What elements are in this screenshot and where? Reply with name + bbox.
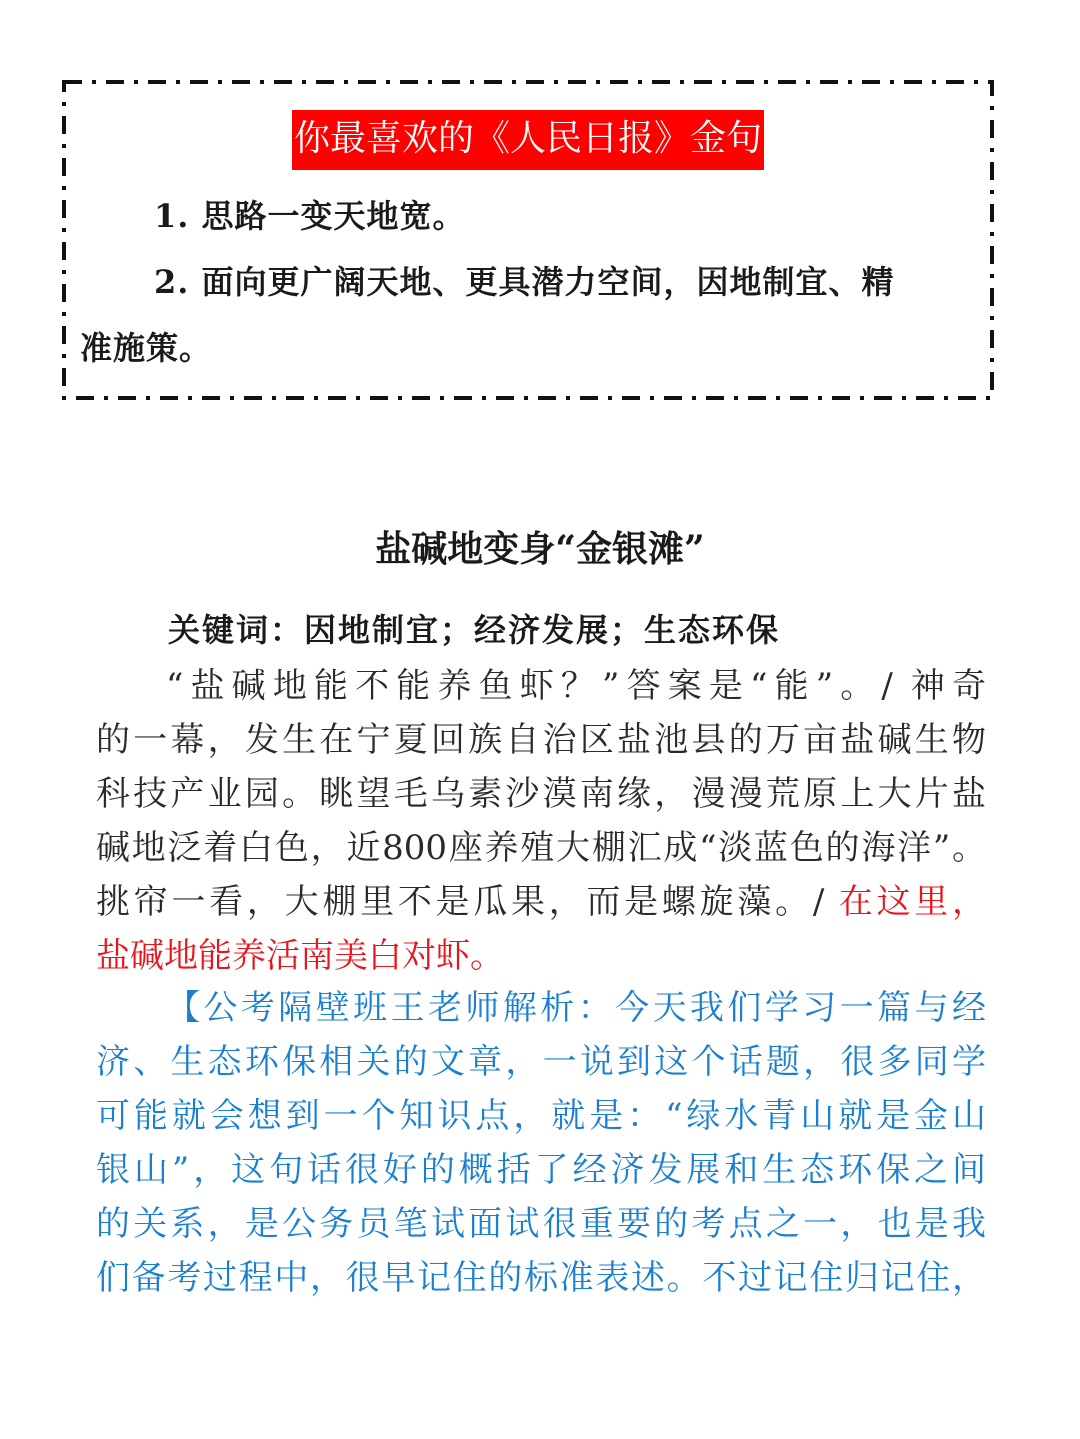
analysis-line: 们备考过程中，很早记住的标准表述。不过记住归记住， (96, 1258, 986, 1298)
paragraph-line: “盐碱地能不能养鱼虾？”答案是“能”。/ 神奇 (166, 666, 986, 706)
analysis-line: 银山”，这句话很好的概括了经济发展和生态环保之间 (96, 1150, 986, 1190)
quote-line-2-continued: 准施策。 (80, 329, 213, 367)
highlight-line: 盐碱地能养活南美白对虾。 (96, 936, 504, 976)
golden-quote-box (62, 80, 994, 400)
analysis-line: 济、生态环保相关的文章，一说到这个话题，很多同学 (96, 1042, 986, 1082)
article-keywords: 关键词：因地制宜；经济发展；生态环保 (168, 611, 781, 649)
analysis-line: 可能就会想到一个知识点，就是：“绿水青山就是金山 (96, 1096, 986, 1136)
paragraph-line: 科技产业园。眺望毛乌素沙漠南缘，漫漫荒原上大片盐 (96, 774, 986, 814)
highlight-text: 在这里， (838, 882, 987, 922)
analysis-line: 【公考隔壁班王老师解析：今天我们学习一篇与经 (166, 988, 986, 1028)
quote-line-1: 1. 思路一变天地宽。 (154, 197, 466, 235)
article-title: 盐碱地变身“金银滩” (375, 528, 705, 570)
analysis-line: 的关系，是公务员笔试面试很重要的考点之一，也是我 (96, 1204, 986, 1244)
paragraph-text: 挑帘一看，大棚里不是瓜果，而是螺旋藻。/ (96, 882, 839, 922)
paragraph-line: 碱地泛着白色，近800座养殖大棚汇成“淡蓝色的海洋”。 (96, 828, 986, 868)
paragraph-line (96, 876, 986, 928)
paragraph-line: 的一幕，发生在宁夏回族自治区盐池县的万亩盐碱生物 (96, 720, 986, 760)
quote-box-heading: 你最喜欢的《人民日报》金句 (292, 110, 764, 170)
quote-line-2: 2. 面向更广阔天地、更具潜力空间，因地制宜、精 (154, 263, 895, 301)
